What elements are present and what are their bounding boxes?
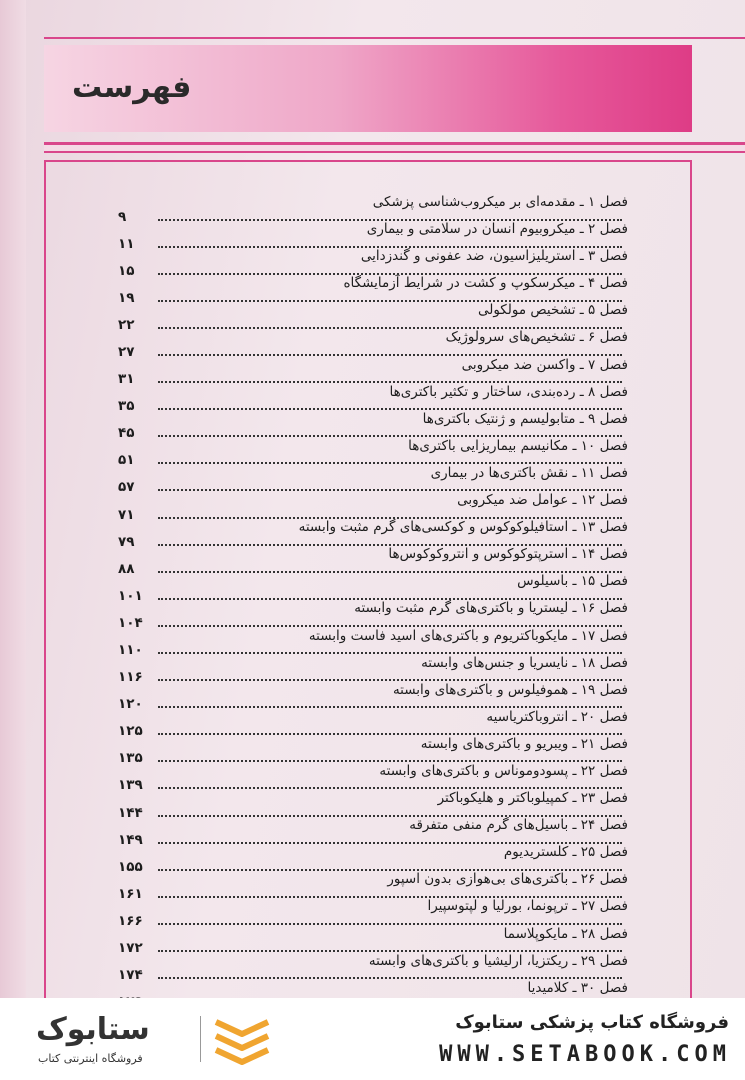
- toc-entry-title: فصل ۱۴ ـ استرپتوکوکوس و انتروکوکوس‌ها: [388, 546, 628, 563]
- toc-entry: [118, 194, 628, 225]
- toc-page-number: ۳۵: [118, 398, 135, 415]
- toc-entry: [118, 600, 628, 631]
- toc-entry-title: فصل ۲۶ ـ باکتری‌های بی‌هوازی بدون اسپور: [387, 871, 628, 888]
- toc-page-number: ۱۳۹: [118, 777, 143, 794]
- toc-entry-title: فصل ۳۰ ـ کلامیدیا: [527, 979, 628, 996]
- toc-entry: [118, 383, 628, 415]
- divider-band-bottom: [44, 151, 745, 153]
- toc-entry-title: فصل ۱۹ ـ هموفیلوس و باکتری‌های وابسته: [392, 681, 628, 698]
- toc-page-number: ۱۹: [118, 289, 135, 306]
- store-footer: [0, 998, 745, 1080]
- toc-entry-title: فصل ۱۰ ـ مکانیسم بیماریزایی باکتری‌ها: [408, 437, 628, 454]
- toc-page-number: ۱۴۹: [118, 831, 143, 848]
- toc-entry: [118, 762, 628, 794]
- toc-entry-title: فصل ۲ ـ میکروبیوم انسان در سلامتی و بیماری: [366, 221, 628, 238]
- toc-page-number: ۷۹: [118, 533, 135, 550]
- store-name: فروشگاه کتاب پزشکی ستابوک: [455, 1012, 729, 1033]
- logo-subtitle: فروشگاه اینترنتی کتاب: [38, 1052, 143, 1065]
- toc-entry-title: فصل ۱۷ ـ مایکوباکتریوم و باکتری‌های اسید فاست وابسته: [308, 627, 628, 644]
- toc-entry-title: فصل ۲۴ ـ باسیل‌های گرم منفی متفرقه: [409, 817, 628, 834]
- toc-entry: [118, 221, 628, 252]
- toc-entry: [118, 410, 628, 442]
- toc-entry-title: فصل ۲۲ ـ پسودوموناس و باکتری‌های وابسته: [379, 762, 628, 779]
- toc-entry-title: فصل ۱۸ ـ نایسریا و جنس‌های وابسته: [421, 654, 628, 671]
- toc-entry: [118, 681, 628, 713]
- toc-entry: [118, 302, 628, 333]
- toc-entry: [118, 844, 628, 875]
- toc-page-number: ۱۲۵: [118, 723, 143, 740]
- toc-page-number: ۱۱۰: [118, 642, 143, 658]
- toc-entry: [118, 573, 628, 604]
- toc-page-number: ۱۱: [118, 235, 135, 252]
- toc-entry-title: فصل ۱۳ ـ استافیلوکوکوس و کوکسی‌های گرم مثبت وابسته: [298, 519, 628, 536]
- toc-entry: [118, 925, 628, 957]
- toc-page-number: ۱۷۴: [118, 967, 143, 984]
- toc-entry-title: فصل ۲۵ ـ کلستریدیوم: [503, 844, 628, 861]
- book-stack-logo-icon: [212, 1016, 272, 1064]
- toc-page-number: ۱۵: [118, 262, 135, 279]
- toc-entry: [118, 492, 628, 523]
- toc-entry-title: فصل ۱ ـ مقدمه‌ای بر میکروب‌شناسی پزشکی: [372, 194, 628, 210]
- toc-page-number: ۷۱: [118, 506, 135, 523]
- toc-entry: [118, 464, 628, 496]
- toc-page-number: ۵۱: [118, 452, 135, 469]
- toc-entry: [118, 871, 628, 902]
- toc-entry: [118, 329, 628, 360]
- toc-entry-title: فصل ۴ ـ میکرسکوپ و کشت در شرایط آزمایشگاه: [343, 275, 628, 292]
- toc-entry: [118, 952, 628, 984]
- toc-entry: [118, 708, 628, 740]
- toc-entry-title: فصل ۲۸ ـ مایکوپلاسما: [503, 925, 628, 942]
- toc-page-number: ۹: [118, 208, 127, 225]
- toc-entry-title: فصل ۱۱ ـ نقش باکتری‌ها در بیماری: [430, 464, 628, 481]
- store-url[interactable]: WWW.SETABOOK.COM: [439, 1042, 731, 1067]
- toc-page-number: ۳۱: [118, 371, 135, 388]
- page-title: فهرست: [72, 70, 192, 105]
- toc-page-number: ۱۰۱: [118, 587, 143, 604]
- toc-entry: [118, 898, 628, 929]
- toc-entry-title: فصل ۱۵ ـ باسیلوس: [517, 573, 628, 590]
- toc-page-number: ۴۵: [118, 425, 135, 442]
- toc-page-number: ۱۷۲: [118, 940, 143, 957]
- toc-entry: [118, 735, 628, 767]
- toc-entry-title: فصل ۲۳ ـ کمپیلوباکتر و هلیکوباکتر: [437, 790, 628, 807]
- toc-page-number: ۱۲۰: [118, 696, 143, 713]
- top-rule: [44, 37, 745, 39]
- toc-entry-title: فصل ۲۹ ـ ریکتزیا، ارلیشیا و باکتری‌های وابسته: [368, 952, 628, 969]
- page-gutter: [0, 0, 26, 998]
- toc-entry-title: فصل ۵ ـ تشخیص مولکولی: [477, 302, 628, 319]
- toc-page-number: ۲۲: [118, 316, 135, 333]
- logo-wordmark: ستابوک: [36, 1012, 150, 1047]
- toc-entry: [118, 817, 628, 848]
- logo-divider: [200, 1016, 201, 1062]
- toc-entry: [118, 275, 628, 306]
- toc-entry: [118, 248, 628, 279]
- toc-entry-title: فصل ۱۶ ـ لیستریا و باکتری‌های گرم مثبت وابسته: [354, 600, 628, 617]
- toc-page-number: ۱۶۶: [118, 912, 143, 929]
- table-of-contents: [118, 194, 628, 1007]
- toc-entry-title: فصل ۶ ـ تشخیص‌های سرولوژیک: [445, 329, 628, 346]
- toc-entry-title: فصل ۲۰ ـ انتروباکتریاسیه: [486, 708, 628, 725]
- toc-entry: [118, 546, 628, 577]
- toc-page-number: ۸۸: [118, 560, 135, 577]
- toc-page-number: ۱۶۱: [118, 885, 143, 902]
- toc-entry: [118, 437, 628, 469]
- toc-entry: [118, 654, 628, 686]
- toc-page-number: ۱۰۴: [118, 614, 143, 631]
- toc-page-number: ۱۵۵: [118, 858, 143, 875]
- toc-entry-title: فصل ۳ ـ استریلیزاسیون، ضد عفونی و گندزدایی: [360, 248, 628, 265]
- toc-entry: [118, 790, 628, 821]
- toc-entry-title: فصل ۲۷ ـ ترپونما، بورلیا و لپتوسپیرا: [427, 898, 628, 915]
- toc-page-number: ۵۷: [118, 479, 135, 496]
- toc-entry-title: فصل ۲۱ ـ ویبریو و باکتری‌های وابسته: [420, 735, 628, 752]
- toc-page-number: ۱۴۴: [118, 804, 143, 821]
- toc-entry-title: فصل ۸ ـ رده‌بندی، ساختار و تکثیر باکتری‌ها: [389, 383, 628, 400]
- toc-entry-title: فصل ۷ ـ واکسن ضد میکروبی: [461, 356, 628, 373]
- toc-page-number: ۲۷: [118, 343, 135, 360]
- toc-entry-title: فصل ۱۲ ـ عوامل ضد میکروبی: [457, 492, 628, 509]
- toc-entry-title: فصل ۹ ـ متابولیسم و ژنتیک باکتری‌ها: [422, 410, 628, 427]
- toc-page-number: ۱۱۶: [118, 669, 143, 686]
- toc-entry: [118, 519, 628, 550]
- toc-entry: [118, 627, 628, 658]
- toc-entry: [118, 356, 628, 388]
- toc-page-number: ۱۳۵: [118, 750, 143, 767]
